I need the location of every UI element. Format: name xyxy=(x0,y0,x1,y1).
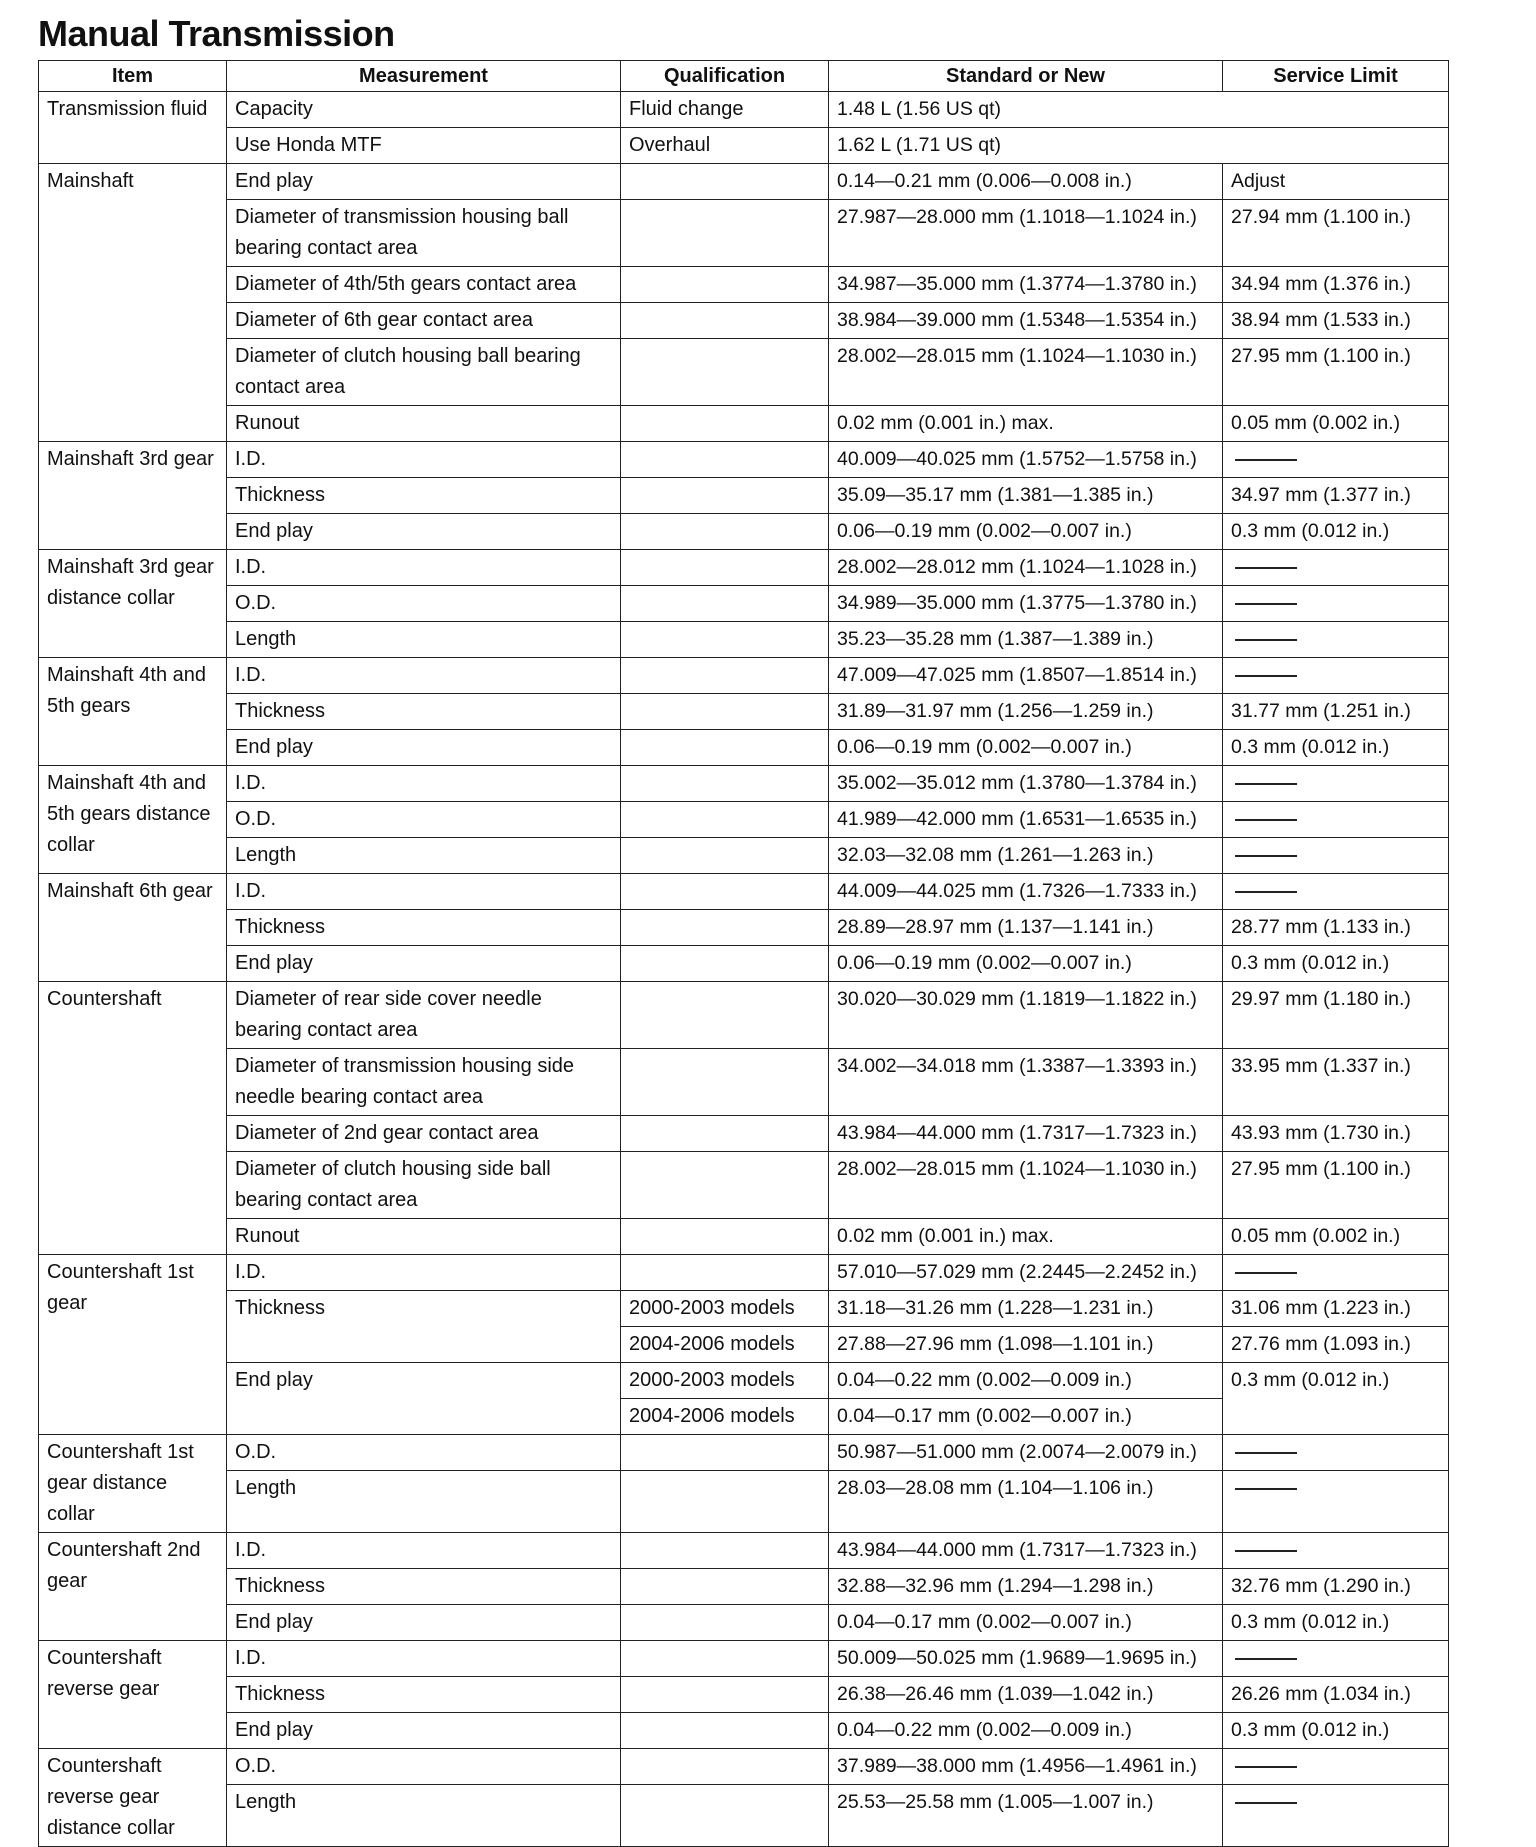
qualification-cell: 2000-2003 models xyxy=(621,1291,829,1327)
standard-cell: 0.06—0.19 mm (0.002—0.007 in.) xyxy=(829,514,1223,550)
standard-cell: 38.984—39.000 mm (1.5348—1.5354 in.) xyxy=(829,303,1223,339)
service-limit-cell: 0.3 mm (0.012 in.) xyxy=(1223,730,1449,766)
standard-cell: 35.23—35.28 mm (1.387—1.389 in.) xyxy=(829,622,1223,658)
table-row xyxy=(39,1713,1449,1749)
header-row xyxy=(39,61,1449,92)
qualification-cell xyxy=(621,1677,829,1713)
measurement-cell: I.D. xyxy=(227,1533,621,1569)
table-row xyxy=(39,92,1449,128)
standard-cell: 57.010—57.029 mm (2.2445—2.2452 in.) xyxy=(829,1255,1223,1291)
standard-cell: 0.06—0.19 mm (0.002—0.007 in.) xyxy=(829,946,1223,982)
service-limit-cell: Adjust xyxy=(1223,164,1449,200)
measurement-cell: Runout xyxy=(227,406,621,442)
table-row xyxy=(39,1363,1449,1399)
table-row xyxy=(39,267,1449,303)
qualification-cell xyxy=(621,622,829,658)
item-cell: Mainshaft 3rd gear distance collar xyxy=(39,550,227,658)
measurement-cell: Diameter of transmission housing ball bearing contact area xyxy=(227,200,621,267)
service-limit-cell xyxy=(1223,586,1449,622)
qualification-cell xyxy=(621,946,829,982)
table-row xyxy=(39,406,1449,442)
no-limit-dash xyxy=(1235,1452,1297,1454)
standard-cell: 32.88—32.96 mm (1.294—1.298 in.) xyxy=(829,1569,1223,1605)
service-limit-cell xyxy=(1223,658,1449,694)
table-row xyxy=(39,1785,1449,1847)
table-row xyxy=(39,1749,1449,1785)
standard-cell: 0.04—0.17 mm (0.002—0.007 in.) xyxy=(829,1605,1223,1641)
service-limit-cell xyxy=(1223,622,1449,658)
table-row xyxy=(39,658,1449,694)
service-limit-cell: 0.3 mm (0.012 in.) xyxy=(1223,1713,1449,1749)
service-limit-cell: 0.3 mm (0.012 in.) xyxy=(1223,514,1449,550)
item-cell: Mainshaft xyxy=(39,164,227,442)
standard-cell: 37.989—38.000 mm (1.4956—1.4961 in.) xyxy=(829,1749,1223,1785)
service-limit-cell xyxy=(1223,1435,1449,1471)
qualification-cell xyxy=(621,1641,829,1677)
service-limit-cell: 31.77 mm (1.251 in.) xyxy=(1223,694,1449,730)
standard-cell: 0.02 mm (0.001 in.) max. xyxy=(829,406,1223,442)
table-row xyxy=(39,1152,1449,1219)
qualification-cell xyxy=(621,1533,829,1569)
standard-cell: 35.002—35.012 mm (1.3780—1.3784 in.) xyxy=(829,766,1223,802)
table-row xyxy=(39,1677,1449,1713)
no-limit-dash xyxy=(1235,1766,1297,1768)
measurement-cell: I.D. xyxy=(227,1255,621,1291)
measurement-cell: End play xyxy=(227,1363,621,1435)
measurement-cell: Length xyxy=(227,838,621,874)
standard-cell: 0.06—0.19 mm (0.002—0.007 in.) xyxy=(829,730,1223,766)
service-limit-cell xyxy=(1223,442,1449,478)
qualification-cell xyxy=(621,1605,829,1641)
standard-cell: 34.987—35.000 mm (1.3774—1.3780 in.) xyxy=(829,267,1223,303)
table-row xyxy=(39,730,1449,766)
no-limit-dash xyxy=(1235,459,1297,461)
table-row xyxy=(39,200,1449,267)
measurement-cell: I.D. xyxy=(227,874,621,910)
service-limit-cell: 0.3 mm (0.012 in.) xyxy=(1223,1363,1449,1435)
qualification-cell xyxy=(621,1255,829,1291)
table-row xyxy=(39,514,1449,550)
table-row xyxy=(39,1291,1449,1327)
table-row xyxy=(39,1533,1449,1569)
item-cell: Countershaft reverse gear xyxy=(39,1641,227,1749)
service-limit-cell: 34.94 mm (1.376 in.) xyxy=(1223,267,1449,303)
standard-cell: 43.984—44.000 mm (1.7317—1.7323 in.) xyxy=(829,1116,1223,1152)
table-row xyxy=(39,946,1449,982)
measurement-cell: Length xyxy=(227,622,621,658)
qualification-cell xyxy=(621,1713,829,1749)
qualification-cell xyxy=(621,1152,829,1219)
measurement-cell: Diameter of 6th gear contact area xyxy=(227,303,621,339)
service-limit-cell: 0.05 mm (0.002 in.) xyxy=(1223,406,1449,442)
qualification-cell xyxy=(621,478,829,514)
service-limit-cell: 33.95 mm (1.337 in.) xyxy=(1223,1049,1449,1116)
qualification-cell xyxy=(621,1785,829,1847)
qualification-cell xyxy=(621,164,829,200)
standard-cell: 28.002—28.015 mm (1.1024—1.1030 in.) xyxy=(829,1152,1223,1219)
qualification-cell: Overhaul xyxy=(621,128,829,164)
qualification-cell xyxy=(621,982,829,1049)
standard-cell: 41.989—42.000 mm (1.6531—1.6535 in.) xyxy=(829,802,1223,838)
page-title: Manual Transmission xyxy=(38,13,395,54)
standard-cell: 34.002—34.018 mm (1.3387—1.3393 in.) xyxy=(829,1049,1223,1116)
qualification-cell: 2000-2003 models xyxy=(621,1363,829,1399)
table-row xyxy=(39,1435,1449,1471)
no-limit-dash xyxy=(1235,603,1297,605)
table-row xyxy=(39,838,1449,874)
qualification-cell xyxy=(621,658,829,694)
qualification-cell xyxy=(621,1471,829,1533)
no-limit-dash xyxy=(1235,1272,1297,1274)
measurement-cell: O.D. xyxy=(227,802,621,838)
measurement-cell: Diameter of clutch housing side ball bearing contact area xyxy=(227,1152,621,1219)
standard-cell: 1.48 L (1.56 US qt) xyxy=(829,92,1449,128)
header-service-limit: Service Limit xyxy=(1223,61,1449,92)
measurement-cell: I.D. xyxy=(227,658,621,694)
table-row xyxy=(39,164,1449,200)
spec-table xyxy=(38,60,1449,1847)
item-cell: Countershaft 1st gear distance collar xyxy=(39,1435,227,1533)
qualification-cell xyxy=(621,1049,829,1116)
spec-table-body xyxy=(39,92,1449,1847)
service-limit-cell xyxy=(1223,838,1449,874)
qualification-cell: Fluid change xyxy=(621,92,829,128)
standard-cell: 27.88—27.96 mm (1.098—1.101 in.) xyxy=(829,1327,1223,1363)
qualification-cell xyxy=(621,730,829,766)
qualification-cell xyxy=(621,838,829,874)
standard-cell: 28.002—28.015 mm (1.1024—1.1030 in.) xyxy=(829,339,1223,406)
standard-cell: 27.987—28.000 mm (1.1018—1.1024 in.) xyxy=(829,200,1223,267)
measurement-cell: Thickness xyxy=(227,1291,621,1363)
measurement-cell: End play xyxy=(227,730,621,766)
measurement-cell: Thickness xyxy=(227,478,621,514)
standard-cell: 26.38—26.46 mm (1.039—1.042 in.) xyxy=(829,1677,1223,1713)
item-cell: Countershaft reverse gear distance collar xyxy=(39,1749,227,1847)
service-limit-cell: 38.94 mm (1.533 in.) xyxy=(1223,303,1449,339)
standard-cell: 47.009—47.025 mm (1.8507—1.8514 in.) xyxy=(829,658,1223,694)
qualification-cell xyxy=(621,406,829,442)
standard-cell: 31.89—31.97 mm (1.256—1.259 in.) xyxy=(829,694,1223,730)
item-cell: Transmission fluid xyxy=(39,92,227,164)
table-row xyxy=(39,128,1449,164)
service-limit-cell xyxy=(1223,802,1449,838)
table-row xyxy=(39,1116,1449,1152)
measurement-cell: End play xyxy=(227,164,621,200)
qualification-cell xyxy=(621,200,829,267)
service-limit-cell: 43.93 mm (1.730 in.) xyxy=(1223,1116,1449,1152)
qualification-cell xyxy=(621,514,829,550)
header-qualification: Qualification xyxy=(621,61,829,92)
qualification-cell xyxy=(621,1219,829,1255)
no-limit-dash xyxy=(1235,1488,1297,1490)
measurement-cell: O.D. xyxy=(227,586,621,622)
table-row xyxy=(39,1219,1449,1255)
measurement-cell: End play xyxy=(227,1713,621,1749)
no-limit-dash xyxy=(1235,819,1297,821)
qualification-cell xyxy=(621,303,829,339)
standard-cell: 28.89—28.97 mm (1.137—1.141 in.) xyxy=(829,910,1223,946)
measurement-cell: Runout xyxy=(227,1219,621,1255)
qualification-cell xyxy=(621,802,829,838)
item-cell: Mainshaft 3rd gear xyxy=(39,442,227,550)
measurement-cell: Use Honda MTF xyxy=(227,128,621,164)
service-limit-cell: 0.3 mm (0.012 in.) xyxy=(1223,1605,1449,1641)
item-cell: Mainshaft 6th gear xyxy=(39,874,227,982)
table-row xyxy=(39,1255,1449,1291)
service-limit-cell: 27.95 mm (1.100 in.) xyxy=(1223,339,1449,406)
service-limit-cell: 0.05 mm (0.002 in.) xyxy=(1223,1219,1449,1255)
qualification-cell xyxy=(621,1749,829,1785)
measurement-cell: Thickness xyxy=(227,694,621,730)
measurement-cell: O.D. xyxy=(227,1749,621,1785)
qualification-cell xyxy=(621,694,829,730)
table-row xyxy=(39,766,1449,802)
table-row xyxy=(39,550,1449,586)
table-row xyxy=(39,339,1449,406)
no-limit-dash xyxy=(1235,1658,1297,1660)
table-row xyxy=(39,1049,1449,1116)
service-limit-cell: 31.06 mm (1.223 in.) xyxy=(1223,1291,1449,1327)
measurement-cell: Diameter of transmission housing side needle bearing contact area xyxy=(227,1049,621,1116)
measurement-cell: Diameter of 2nd gear contact area xyxy=(227,1116,621,1152)
no-limit-dash xyxy=(1235,855,1297,857)
header-measurement: Measurement xyxy=(227,61,621,92)
qualification-cell: 2004-2006 models xyxy=(621,1399,829,1435)
service-limit-cell xyxy=(1223,1785,1449,1847)
service-limit-cell xyxy=(1223,766,1449,802)
qualification-cell xyxy=(621,586,829,622)
qualification-cell xyxy=(621,910,829,946)
standard-cell: 35.09—35.17 mm (1.381—1.385 in.) xyxy=(829,478,1223,514)
measurement-cell: Length xyxy=(227,1471,621,1533)
item-cell: Countershaft 1st gear xyxy=(39,1255,227,1435)
table-row xyxy=(39,1471,1449,1533)
measurement-cell: I.D. xyxy=(227,550,621,586)
table-row xyxy=(39,442,1449,478)
item-cell: Mainshaft 4th and 5th gears distance collar xyxy=(39,766,227,874)
no-limit-dash xyxy=(1235,1550,1297,1552)
no-limit-dash xyxy=(1235,891,1297,893)
standard-cell: 30.020—30.029 mm (1.1819—1.1822 in.) xyxy=(829,982,1223,1049)
measurement-cell: Diameter of clutch housing ball bearing contact area xyxy=(227,339,621,406)
header-standard: Standard or New xyxy=(829,61,1223,92)
qualification-cell xyxy=(621,1435,829,1471)
standard-cell: 50.987—51.000 mm (2.0074—2.0079 in.) xyxy=(829,1435,1223,1471)
measurement-cell: Length xyxy=(227,1785,621,1847)
standard-cell: 34.989—35.000 mm (1.3775—1.3780 in.) xyxy=(829,586,1223,622)
service-limit-cell: 27.95 mm (1.100 in.) xyxy=(1223,1152,1449,1219)
qualification-cell xyxy=(621,339,829,406)
measurement-cell: End play xyxy=(227,1605,621,1641)
table-row xyxy=(39,622,1449,658)
qualification-cell xyxy=(621,874,829,910)
table-row xyxy=(39,910,1449,946)
measurement-cell: Thickness xyxy=(227,1677,621,1713)
service-limit-cell xyxy=(1223,1533,1449,1569)
standard-cell: 0.04—0.17 mm (0.002—0.007 in.) xyxy=(829,1399,1223,1435)
qualification-cell xyxy=(621,550,829,586)
header-item: Item xyxy=(39,61,227,92)
service-limit-cell: 0.3 mm (0.012 in.) xyxy=(1223,946,1449,982)
qualification-cell xyxy=(621,442,829,478)
item-cell: Mainshaft 4th and 5th gears xyxy=(39,658,227,766)
measurement-cell: End play xyxy=(227,946,621,982)
measurement-cell: I.D. xyxy=(227,766,621,802)
measurement-cell: Thickness xyxy=(227,910,621,946)
measurement-cell: Diameter of rear side cover needle bearing contact area xyxy=(227,982,621,1049)
table-row xyxy=(39,303,1449,339)
standard-cell: 31.18—31.26 mm (1.228—1.231 in.) xyxy=(829,1291,1223,1327)
table-row xyxy=(39,1641,1449,1677)
qualification-cell: 2004-2006 models xyxy=(621,1327,829,1363)
qualification-cell xyxy=(621,1116,829,1152)
qualification-cell xyxy=(621,267,829,303)
service-limit-cell xyxy=(1223,1749,1449,1785)
standard-cell: 0.14—0.21 mm (0.006—0.008 in.) xyxy=(829,164,1223,200)
standard-cell: 32.03—32.08 mm (1.261—1.263 in.) xyxy=(829,838,1223,874)
standard-cell: 0.04—0.22 mm (0.002—0.009 in.) xyxy=(829,1363,1223,1399)
table-row xyxy=(39,1569,1449,1605)
measurement-cell: Diameter of 4th/5th gears contact area xyxy=(227,267,621,303)
service-limit-cell xyxy=(1223,1641,1449,1677)
standard-cell: 28.03—28.08 mm (1.104—1.106 in.) xyxy=(829,1471,1223,1533)
service-limit-cell xyxy=(1223,550,1449,586)
service-limit-cell: 26.26 mm (1.034 in.) xyxy=(1223,1677,1449,1713)
service-limit-cell xyxy=(1223,1471,1449,1533)
measurement-cell: End play xyxy=(227,514,621,550)
service-limit-cell: 29.97 mm (1.180 in.) xyxy=(1223,982,1449,1049)
table-row xyxy=(39,586,1449,622)
measurement-cell: O.D. xyxy=(227,1435,621,1471)
standard-cell: 0.02 mm (0.001 in.) max. xyxy=(829,1219,1223,1255)
table-row xyxy=(39,802,1449,838)
standard-cell: 50.009—50.025 mm (1.9689—1.9695 in.) xyxy=(829,1641,1223,1677)
measurement-cell: I.D. xyxy=(227,442,621,478)
service-limit-cell: 32.76 mm (1.290 in.) xyxy=(1223,1569,1449,1605)
service-limit-cell: 27.76 mm (1.093 in.) xyxy=(1223,1327,1449,1363)
qualification-cell xyxy=(621,766,829,802)
measurement-cell: Thickness xyxy=(227,1569,621,1605)
standard-cell: 1.62 L (1.71 US qt) xyxy=(829,128,1449,164)
standard-cell: 28.002—28.012 mm (1.1024—1.1028 in.) xyxy=(829,550,1223,586)
no-limit-dash xyxy=(1235,675,1297,677)
service-limit-cell xyxy=(1223,1255,1449,1291)
no-limit-dash xyxy=(1235,567,1297,569)
table-row xyxy=(39,478,1449,514)
measurement-cell: I.D. xyxy=(227,1641,621,1677)
item-cell: Countershaft xyxy=(39,982,227,1255)
service-limit-cell: 34.97 mm (1.377 in.) xyxy=(1223,478,1449,514)
standard-cell: 43.984—44.000 mm (1.7317—1.7323 in.) xyxy=(829,1533,1223,1569)
service-limit-cell: 28.77 mm (1.133 in.) xyxy=(1223,910,1449,946)
standard-cell: 44.009—44.025 mm (1.7326—1.7333 in.) xyxy=(829,874,1223,910)
item-cell: Countershaft 2nd gear xyxy=(39,1533,227,1641)
service-limit-cell: 27.94 mm (1.100 in.) xyxy=(1223,200,1449,267)
measurement-cell: Capacity xyxy=(227,92,621,128)
table-row xyxy=(39,1605,1449,1641)
qualification-cell xyxy=(621,1569,829,1605)
service-limit-cell xyxy=(1223,874,1449,910)
no-limit-dash xyxy=(1235,639,1297,641)
standard-cell: 25.53—25.58 mm (1.005—1.007 in.) xyxy=(829,1785,1223,1847)
standard-cell: 0.04—0.22 mm (0.002—0.009 in.) xyxy=(829,1713,1223,1749)
table-row xyxy=(39,982,1449,1049)
standard-cell: 40.009—40.025 mm (1.5752—1.5758 in.) xyxy=(829,442,1223,478)
no-limit-dash xyxy=(1235,783,1297,785)
table-row xyxy=(39,694,1449,730)
table-row xyxy=(39,874,1449,910)
no-limit-dash xyxy=(1235,1802,1297,1804)
